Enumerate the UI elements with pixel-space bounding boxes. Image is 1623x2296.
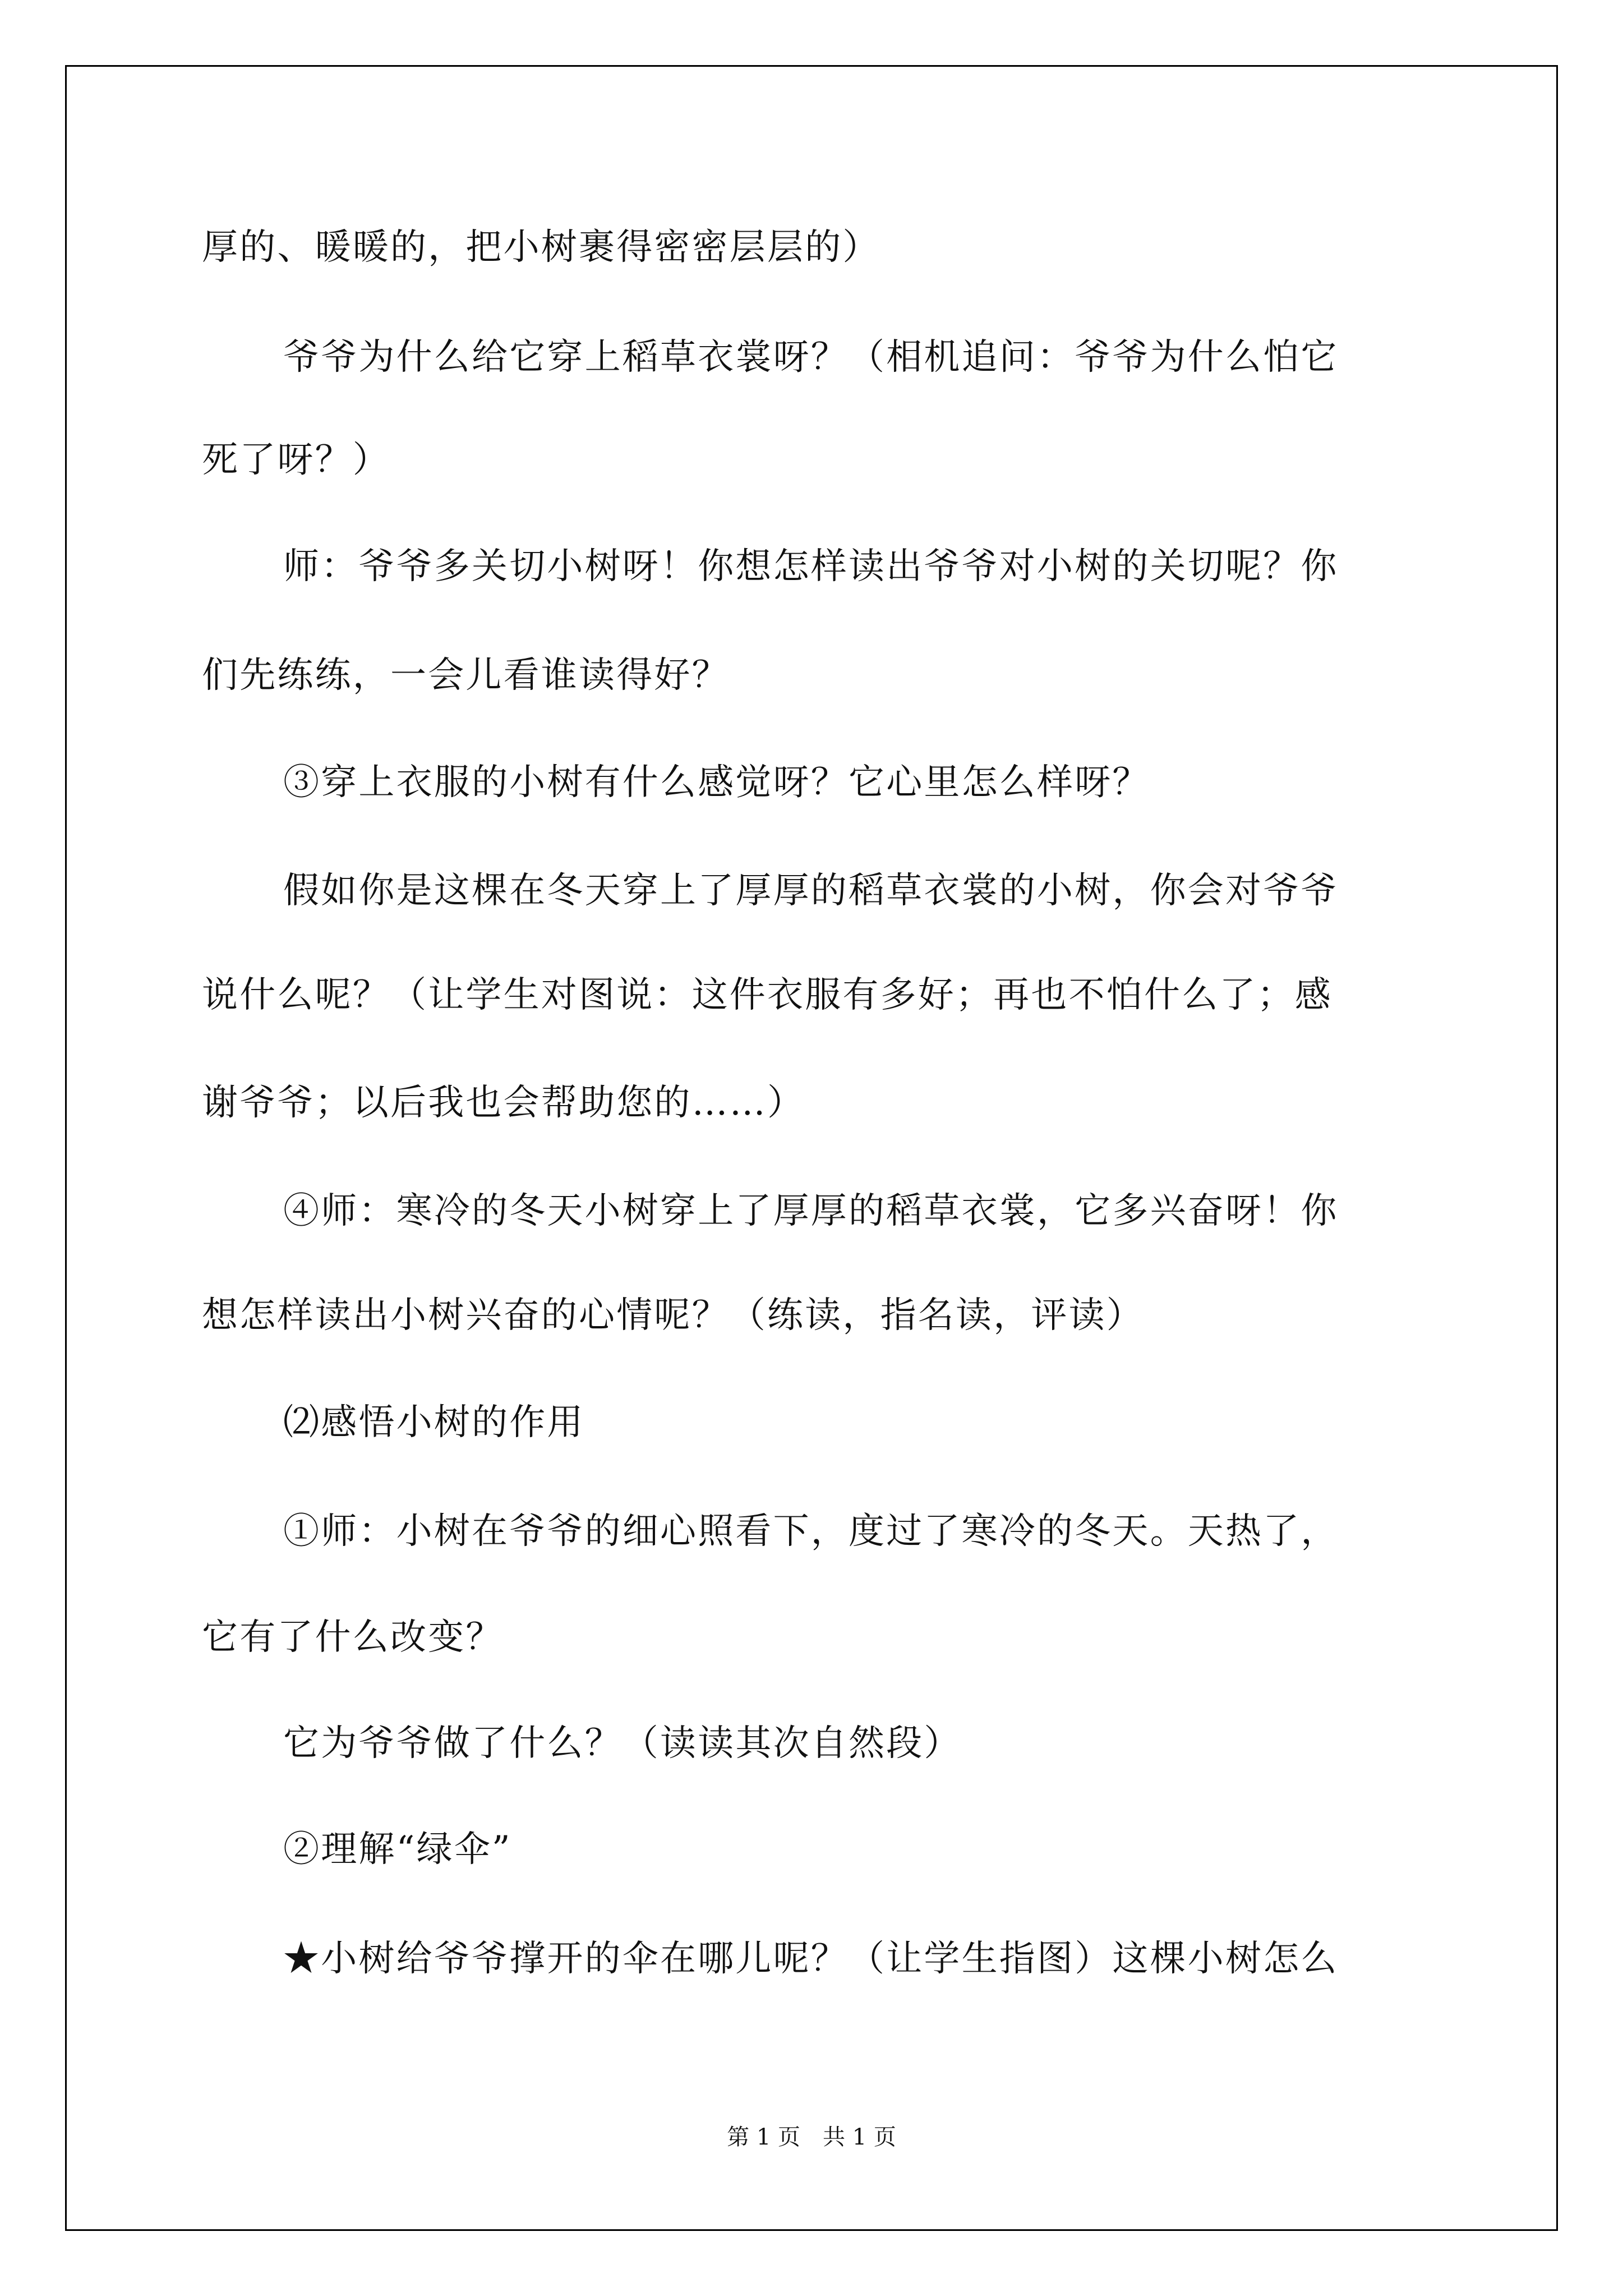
text-line: 它为爷爷做了什么？（读读其次自然段） xyxy=(283,1723,962,1764)
text-line: 死了呀？） xyxy=(202,439,390,481)
text-line: 假如你是这棵在冬天穿上了厚厚的稻草衣裳的小树，你会对爷爷 xyxy=(283,870,1339,912)
text-line: ★小树给爷爷撑开的伞在哪儿呢？（让学生指图）这棵小树怎么 xyxy=(283,1938,1339,1980)
text-line: 说什么呢？（让学生对图说：这件衣服有多好；再也不怕什么了；感 xyxy=(202,974,1332,1016)
text-line: 师：爷爷多关切小树呀！你想怎样读出爷爷对小树的关切呢？你 xyxy=(283,546,1339,587)
text-line: 们先练练，一会儿看谁读得好？ xyxy=(202,655,730,696)
page-footer: 第 1 页 共 1 页 xyxy=(727,2124,896,2150)
text-line: ①师：小树在爷爷的细心照看下，度过了寒冷的冬天。天热了， xyxy=(283,1511,1339,1552)
text-line: 爷爷为什么给它穿上稻草衣裳呀？（相机追问：爷爷为什么怕它 xyxy=(283,337,1339,378)
text-line: 谢爷爷；以后我也会帮助您的……） xyxy=(202,1082,805,1124)
text-line: 它有了什么改变？ xyxy=(202,1617,504,1658)
text-line: 厚的、暖暖的，把小树裹得密密层层的） xyxy=(202,227,880,268)
text-line: ③穿上衣服的小树有什么感觉呀？它心里怎么样呀？ xyxy=(283,762,1150,803)
text-line: ④师：寒冷的冬天小树穿上了厚厚的稻草衣裳，它多兴奋呀！你 xyxy=(283,1190,1339,1232)
section-heading: ⑵感悟小树的作用 xyxy=(283,1402,585,1443)
text-line: 想怎样读出小树兴奋的心情呢？（练读，指名读，评读） xyxy=(202,1295,1144,1336)
page-border xyxy=(65,65,1558,2231)
text-line: ②理解“绿伞” xyxy=(283,1829,512,1870)
